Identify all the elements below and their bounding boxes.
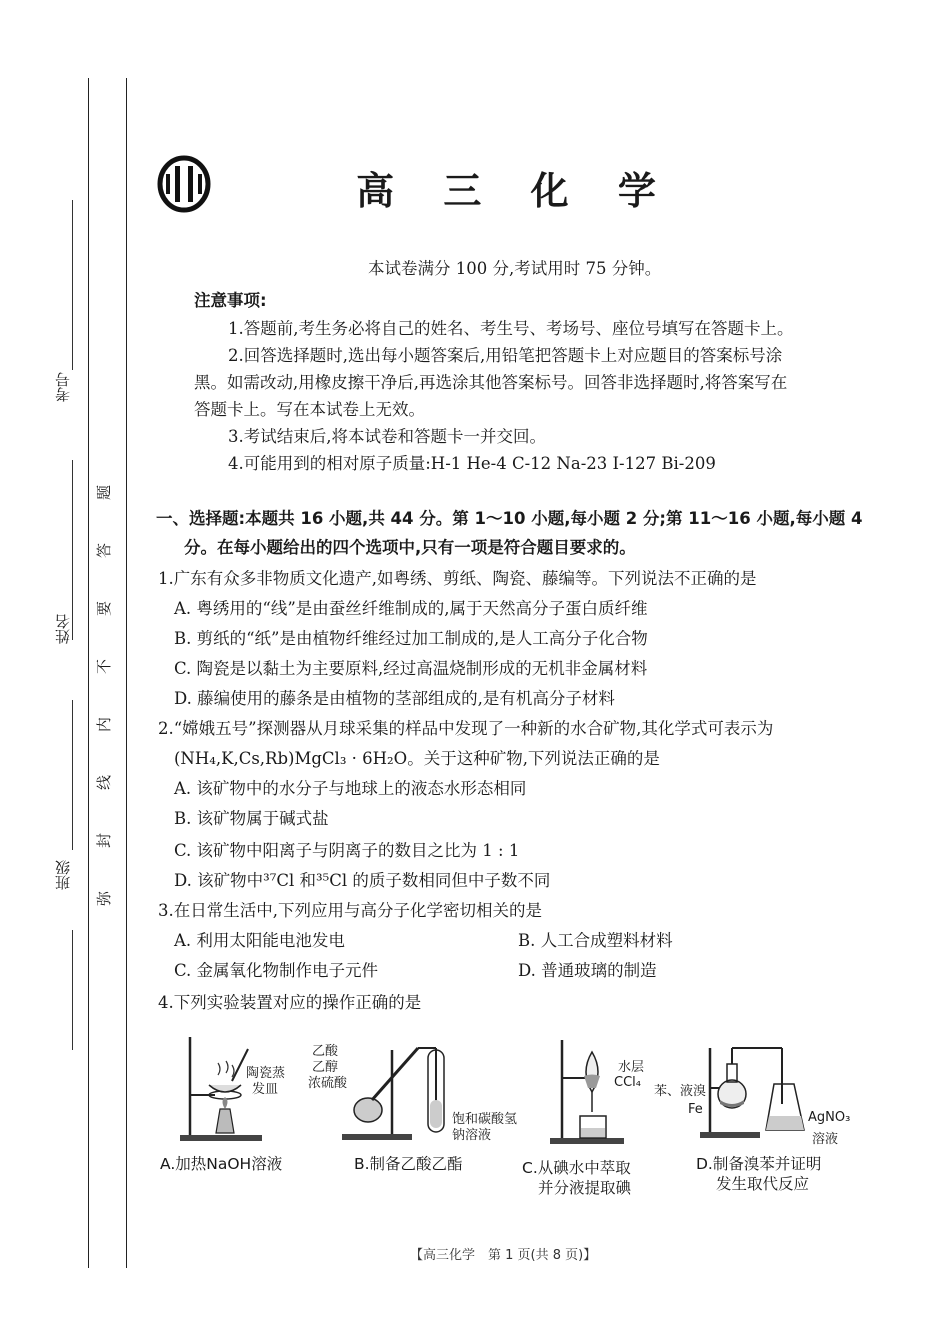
header-note: 本试卷满分 100 分,考试用时 75 分钟。 xyxy=(368,259,662,278)
q3-stem: 3.在日常生活中,下列应用与高分子化学密切相关的是 xyxy=(158,901,542,920)
caption-c-cont: 并分液提取碘 xyxy=(538,1179,632,1197)
q2-option-c: C. 该矿物中阳离子与阴离子的数目之比为 1 : 1 xyxy=(174,841,520,860)
section-heading: 一、选择题:本题共 16 小题,共 44 分。第 1～10 小题,每小题 2 分;第 11～16 小题,每小题 4 xyxy=(156,509,863,528)
label-fe: Fe xyxy=(688,1102,703,1117)
q3-option-c: C. 金属氧化物制作电子元件 xyxy=(174,961,379,980)
exam-no-label: 考号 xyxy=(54,372,72,402)
caption-a: A.加热NaOH溶液 xyxy=(160,1155,283,1173)
label-dish: 陶瓷蒸 xyxy=(246,1066,286,1081)
q3-option-a: A. 利用太阳能电池发电 xyxy=(174,931,345,950)
binding-line-inner xyxy=(126,78,127,1268)
caption-d: D.制备溴苯并证明 xyxy=(696,1155,822,1173)
caption-b: B.制备乙酸乙酯 xyxy=(354,1155,463,1173)
name-field[interactable] xyxy=(72,460,73,640)
label-water-layer: 水层 xyxy=(618,1060,645,1075)
seal-char: 答 xyxy=(95,542,114,559)
q1-option-b: B. 剪纸的“纸”是由植物纤维经过加工制成的,是人工高分子化合物 xyxy=(174,629,648,648)
q2-stem: 2.“嫦娥五号”探测器从月球采集的样品中发现了一种新的水合矿物,其化学式可表示为 xyxy=(158,719,774,738)
label-reagent: 乙醇 xyxy=(312,1060,339,1075)
notice-item: 黑。如需改动,用橡皮擦干净后,再选涂其他答案标号。回答非选择题时,将答案写在 xyxy=(194,373,788,392)
q1-option-c: C. 陶瓷是以黏土为主要原料,经过高温烧制形成的无机非金属材料 xyxy=(174,659,648,678)
label-solution: 钠溶液 xyxy=(452,1128,492,1143)
class-field-lower[interactable] xyxy=(72,930,73,1050)
seal-char: 内 xyxy=(95,716,114,733)
label-ccl4: CCl₄ xyxy=(614,1075,641,1090)
q1-option-a: A. 粤绣用的“线”是由蚕丝纤维制成的,属于天然高分子蛋白质纤维 xyxy=(174,599,648,618)
exam-no-field[interactable] xyxy=(72,200,73,370)
label-agno3: 溶液 xyxy=(812,1132,839,1147)
notice-item: 1.答题前,考生务必将自己的姓名、考生号、考场号、座位号填写在答题卡上。 xyxy=(228,319,794,338)
label-reagent: 乙酸 xyxy=(312,1044,339,1059)
page-title: 高 三 化 学 xyxy=(356,169,674,213)
notice-heading: 注意事项: xyxy=(194,291,267,310)
label-reagent: 浓硫酸 xyxy=(308,1076,348,1091)
seal-char: 不 xyxy=(95,658,114,675)
q2-stem-cont: (NH₄,K,Cs,Rb)MgCl₃ · 6H₂O。关于这种矿物,下列说法正确的是 xyxy=(174,749,660,768)
q1-option-d: D. 藤编使用的藤条是由植物的茎部组成的,是有机高分子材料 xyxy=(174,689,615,708)
q2-option-b: B. 该矿物属于碱式盐 xyxy=(174,809,329,828)
q3-option-b: B. 人工合成塑料材料 xyxy=(518,931,673,950)
seal-char: 线 xyxy=(95,774,114,791)
q3-option-d: D. 普通玻璃的制造 xyxy=(518,961,657,980)
q2-option-a: A. 该矿物中的水分子与地球上的液态水形态相同 xyxy=(174,779,527,798)
class-field[interactable] xyxy=(72,700,73,850)
apparatus-c-separatory-icon xyxy=(548,1038,628,1148)
notice-item: 3.考试结束后,将本试卷和答题卡一并交回。 xyxy=(228,427,546,446)
q2-option-d: D. 该矿物中³⁷Cl 和³⁵Cl 的质子数相同但中子数不同 xyxy=(174,871,551,890)
seal-char: 弥 xyxy=(95,890,114,907)
seal-char: 要 xyxy=(95,600,114,617)
label-solution: 饱和碳酸氢 xyxy=(452,1112,518,1127)
section-heading-cont: 分。在每小题给出的四个选项中,只有一项是符合题目要求的。 xyxy=(184,538,636,557)
q4-stem: 4.下列实验装置对应的操作正确的是 xyxy=(158,993,422,1012)
label-agno3: AgNO₃ xyxy=(808,1110,851,1125)
caption-d-cont: 发生取代反应 xyxy=(716,1175,810,1193)
binding-line-outer xyxy=(88,78,89,1268)
notice-item: 答题卡上。写在本试卷上无效。 xyxy=(194,400,425,419)
name-label: 姓名 xyxy=(54,614,72,644)
caption-c: C.从碘水中萃取 xyxy=(522,1159,631,1177)
label-benzene: 苯、液溴 xyxy=(654,1084,707,1099)
page-footer: 【高三化学 第 1 页(共 8 页)】 xyxy=(410,1248,597,1263)
notice-item: 4.可能用到的相对原子质量:H-1 He-4 C-12 Na-23 I-127 Bi-209 xyxy=(228,454,716,473)
q1-stem: 1.广东有众多非物质文化遗产,如粤绣、剪纸、陶瓷、藤编等。下列说法不正确的是 xyxy=(158,569,757,588)
notice-item: 2.回答选择题时,选出每小题答案后,用铅笔把答题卡上对应题目的答案标号涂 xyxy=(228,346,783,365)
seal-char: 题 xyxy=(95,484,114,501)
class-label: 班级 xyxy=(54,860,72,890)
seal-char: 封 xyxy=(95,832,114,849)
apparatus-b-ester-icon xyxy=(338,1030,468,1145)
label-dish: 发皿 xyxy=(252,1082,279,1097)
